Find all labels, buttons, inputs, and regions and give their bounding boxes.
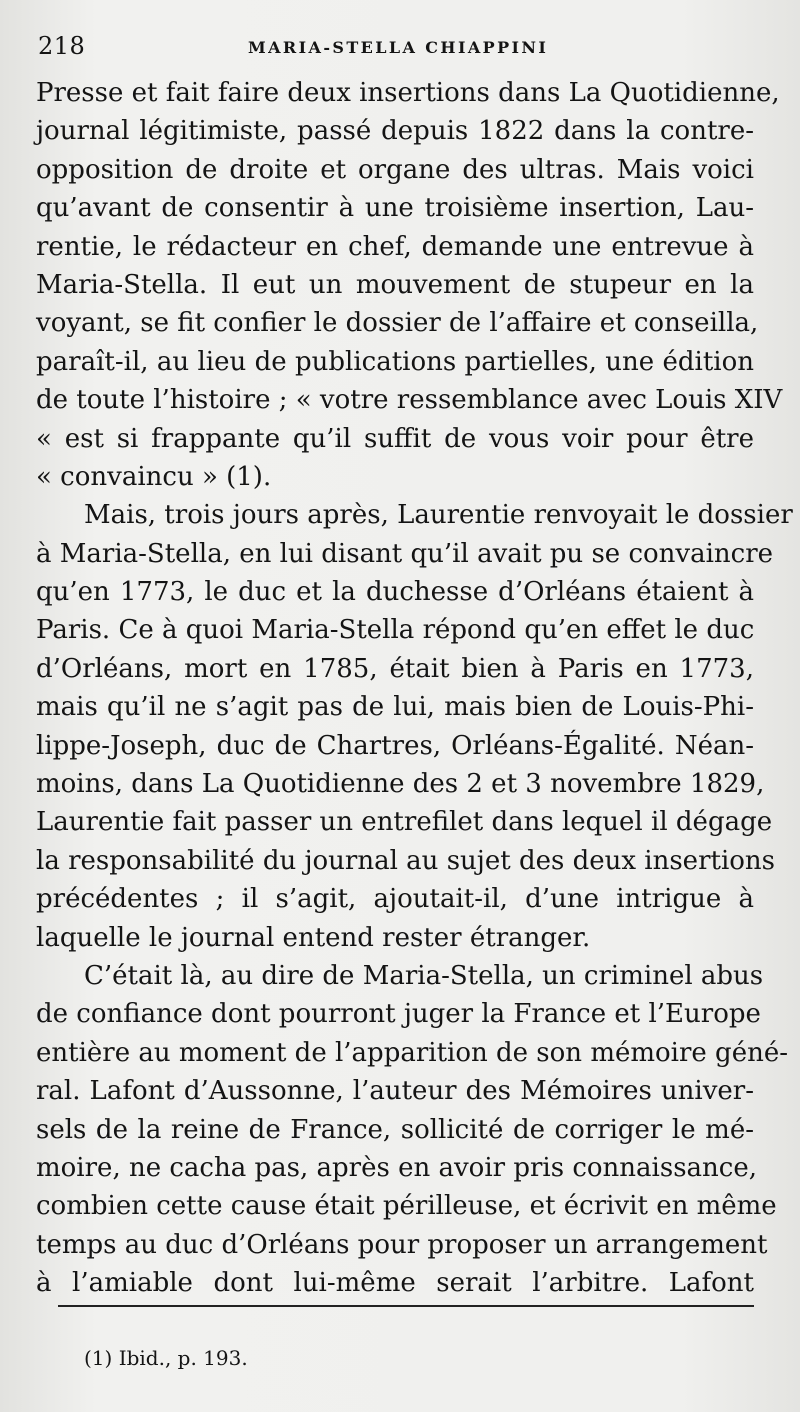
running-title: MARIA-STELLA CHIAPPINI — [248, 38, 549, 57]
text-line: sels de la reine de France, sollicité de corriger le mé- — [36, 1114, 754, 1145]
text-line: « convaincu » (1). — [36, 461, 272, 492]
text-line: précédentes ; il s’agit, ajoutait-il, d’une intrigue à — [36, 884, 754, 915]
text-line: à Maria-Stella, en lui disant qu’il avait pu se convaincre — [36, 538, 774, 569]
text-line: à l’amiable dont lui-même serait l’arbitre. Lafont — [36, 1268, 754, 1299]
text-line: entière au moment de l’apparition de son mémoire géné- — [36, 1037, 789, 1068]
text-line: voyant, se fit confier le dossier de l’affaire et conseilla, — [36, 308, 759, 339]
text-line: Laurentie fait passer un entrefilet dans lequel il dégage — [36, 807, 773, 838]
page-header — [38, 28, 764, 64]
text-line: Maria-Stella. Il eut un mouvement de stupeur en la — [36, 269, 754, 300]
text-line: la responsabilité du journal au sujet des deux insertions — [36, 845, 776, 876]
footnote: (1) Ibid., p. 193. — [84, 1346, 248, 1370]
text-line: paraît-il, au lieu de publications partielles, une édition — [36, 346, 754, 377]
text-line: C’était là, au dire de Maria-Stella, un criminel abus — [84, 960, 764, 991]
page-number: 218 — [38, 32, 86, 60]
text-line: moire, ne cacha pas, après en avoir pris connaissance, — [36, 1152, 757, 1183]
text-line: moins, dans La Quotidienne des 2 et 3 novembre 1829, — [36, 769, 765, 800]
text-line: de confiance dont pourront juger la France et l’Europe — [36, 999, 761, 1030]
text-line: « est si frappante qu’il suffit de vous voir pour être — [36, 423, 754, 454]
text-line: lippe-Joseph, duc de Chartres, Orléans-Égalité. Néan- — [36, 730, 754, 761]
text-line: Paris. Ce à quoi Maria-Stella répond qu’en effet le duc — [36, 615, 755, 646]
text-line: journal légitimiste, passé depuis 1822 dans la contre- — [36, 116, 754, 147]
footnote-divider — [58, 1305, 754, 1307]
text-line: ral. Lafont d’Aussonne, l’auteur des Mémoires univer- — [36, 1076, 754, 1107]
text-line: temps au duc d’Orléans pour proposer un arrangement — [36, 1229, 768, 1260]
text-line: opposition de droite et organe des ultras. Mais voici — [36, 154, 754, 185]
text-line: d’Orléans, mort en 1785, était bien à Paris en 1773, — [36, 653, 754, 684]
body-text — [36, 74, 793, 1303]
text-line: qu’en 1773, le duc et la duchesse d’Orléans étaient à — [36, 577, 754, 608]
text-line: de toute l’histoire ; « votre ressemblance avec Louis XIV — [36, 385, 783, 416]
text-line: laquelle le journal entend rester étranger. — [36, 922, 591, 953]
text-line: mais qu’il ne s’agit pas de lui, mais bien de Louis-Phi- — [36, 692, 754, 723]
text-line: Presse et fait faire deux insertions dans La Quotidienne, — [36, 78, 780, 108]
text-line: Mais, trois jours après, Laurentie renvoyait le dossier — [84, 500, 793, 531]
text-line: rentie, le rédacteur en chef, demande une entrevue à — [36, 231, 754, 262]
text-line: combien cette cause était périlleuse, et écrivit en même — [36, 1191, 777, 1222]
text-line: qu’avant de consentir à une troisième insertion, Lau- — [36, 193, 754, 224]
